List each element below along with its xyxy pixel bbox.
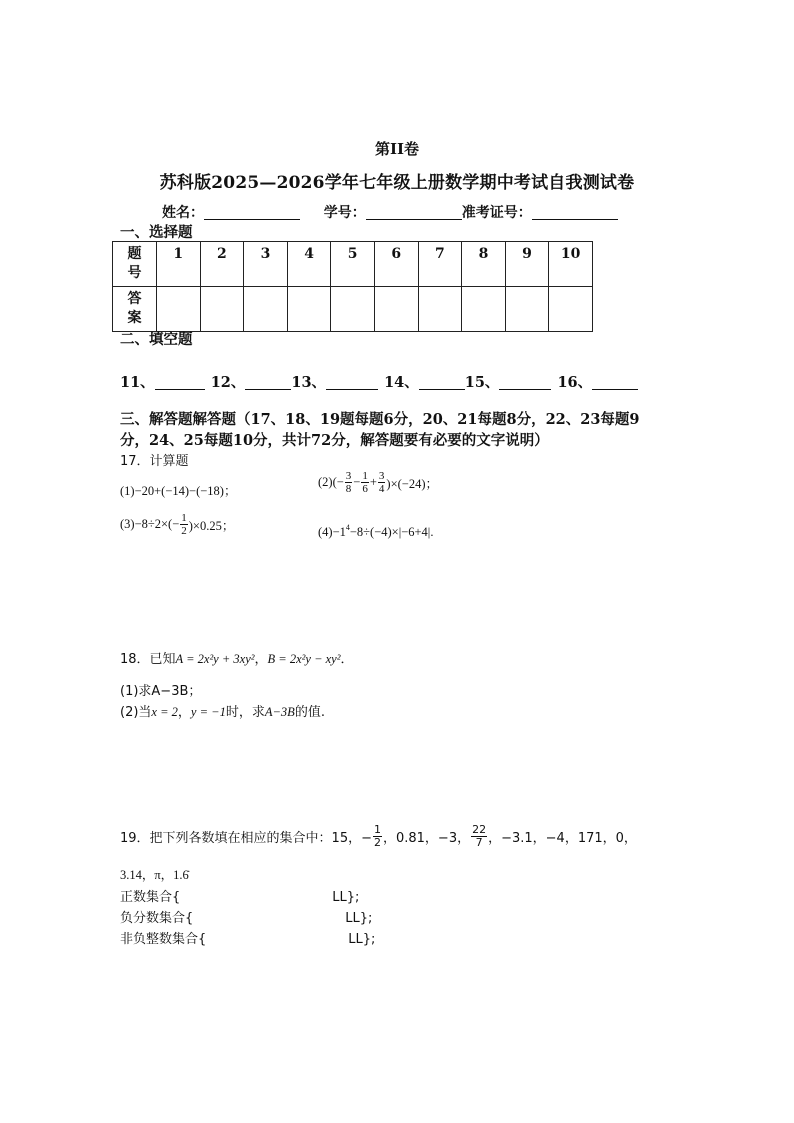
answer-cell[interactable] — [244, 287, 288, 332]
student-no-label: 学号： — [323, 205, 366, 221]
section2-title: 二、填空题 — [120, 331, 193, 348]
expr-A: A = 2x²y + 3xy² — [175, 652, 255, 666]
fill-item-label: 12、 — [210, 374, 246, 391]
fraction: $\frac{1}{2}$ — [373, 823, 381, 849]
fill-blank-11[interactable] — [155, 375, 205, 390]
q19-stem: 19．把下列各数填在相应的集合中：15，− $\frac{1}{2}$ ，0.81，−3， $\frac{22}{7}$ ，−3.1，−4，171，0， — [120, 823, 637, 849]
fraction: $\frac{22}{7}$ — [472, 823, 487, 849]
set-nonnegative-integer: 非负整数集合{ LL}; — [120, 932, 376, 947]
fill-blank-12[interactable] — [245, 375, 291, 390]
answer-cell[interactable] — [505, 287, 549, 332]
answer-table — [112, 241, 593, 332]
row-label-answer: 答案 — [113, 287, 157, 332]
name-label: 姓名： — [162, 205, 204, 221]
fill-item-label: 13、 — [291, 374, 327, 391]
q17-part4: $(4)-1^4-8\div(-4)\times|-6+4|$. — [318, 523, 434, 539]
fraction: $\frac{3}{4}$ — [378, 470, 385, 495]
q17-p2-prefix: (2)(− — [318, 475, 344, 489]
fraction: $\frac{1}{6}$ — [362, 470, 368, 495]
answer-cell[interactable] — [157, 287, 201, 332]
fraction: $\frac{1}{2}$ — [181, 512, 187, 537]
fill-blank-14[interactable] — [419, 375, 465, 390]
q19-numbers-line2: 3.14，π，1.6̇ — [120, 868, 189, 882]
fill-blank-row — [120, 371, 638, 392]
set-positive: 正数集合{ LL}; — [120, 890, 360, 905]
fill-blank-15[interactable] — [499, 375, 551, 390]
section1-title: 一、选择题 — [120, 224, 193, 241]
answer-cell[interactable] — [374, 287, 418, 332]
name-field[interactable] — [204, 205, 300, 220]
student-info-line — [162, 202, 618, 222]
answer-cell[interactable] — [549, 287, 593, 332]
answer-row — [113, 287, 593, 332]
expr-B: B = 2x²y − xy² — [267, 652, 341, 666]
table-cell-number: 2 — [200, 242, 244, 287]
answer-cell[interactable] — [287, 287, 331, 332]
q18-stem: 18．已知A = 2x²y + 3xy²，B = 2x²y − xy²． — [120, 652, 354, 667]
answer-cell[interactable] — [462, 287, 506, 332]
q17-part2: (2)(− $\frac{3}{8}$ − $\frac{1}{6}$ + $\frac{3}{4}$ )×(−24)； — [318, 470, 439, 495]
q18-part2: (2)当x = 2，y = −1时，求A−3B的值. — [120, 705, 325, 720]
section3-title-line2: 分，24、25每题10分，共计72分，解答题要有必要的文字说明） — [120, 432, 549, 449]
table-cell-number: 6 — [374, 242, 418, 287]
answer-cell[interactable] — [331, 287, 375, 332]
fill-blank-13[interactable] — [326, 375, 378, 390]
fill-item-label: 15、 — [464, 374, 500, 391]
table-cell-number: 9 — [505, 242, 549, 287]
set-positive-label: 正数集合{ — [120, 890, 181, 905]
q17-part1: (1)−20+(−14)−(−18)； — [120, 484, 237, 498]
q17-part3 — [120, 512, 234, 537]
fill-blank-16[interactable] — [592, 375, 638, 390]
answer-cell[interactable] — [200, 287, 244, 332]
table-cell-number: 8 — [462, 242, 506, 287]
table-cell-number: 3 — [244, 242, 288, 287]
q17-p2-suffix: )×(−24)； — [386, 476, 439, 491]
exam-no-label: 准考证号： — [461, 205, 532, 221]
table-cell-number: 10 — [549, 242, 593, 287]
q18-part1: (1)求A−3B； — [120, 684, 202, 699]
section3-title-line1: 三、解答题解答题（17、18、19题每题6分，20、21每题8分，22、23每题9 — [120, 411, 640, 428]
answer-cell[interactable] — [418, 287, 462, 332]
fill-item-label: 16、 — [557, 374, 593, 391]
row-label-number: 题号 — [113, 242, 157, 287]
q17-p3-suffix: )×0.25； — [188, 518, 235, 533]
set-negative-fraction-label: 负分数集合{ — [120, 911, 194, 926]
table-cell-number: 1 — [157, 242, 201, 287]
table-cell-number: 7 — [418, 242, 462, 287]
number-row — [113, 242, 593, 287]
exam-title: 苏科版2025—2026学年七年级上册数学期中考试自我测试卷 — [159, 173, 635, 193]
fraction: $\frac{3}{8}$ — [345, 470, 352, 495]
set-nonnegative-integer-label: 非负整数集合{ — [120, 932, 207, 947]
q17-p3-prefix: (3)−8÷2×(− — [120, 517, 180, 531]
set-negative-fraction: 负分数集合{ LL}; — [120, 911, 373, 926]
table-cell-number: 4 — [287, 242, 331, 287]
q17-stem: 17．计算题 — [120, 454, 189, 469]
exam-no-field[interactable] — [532, 205, 618, 220]
table-cell-number: 5 — [331, 242, 375, 287]
student-no-field[interactable] — [366, 205, 462, 220]
fill-item-label: 11、 — [120, 374, 155, 391]
fill-item-label: 14、 — [384, 374, 419, 391]
volume-label: 第II卷 — [374, 140, 420, 158]
